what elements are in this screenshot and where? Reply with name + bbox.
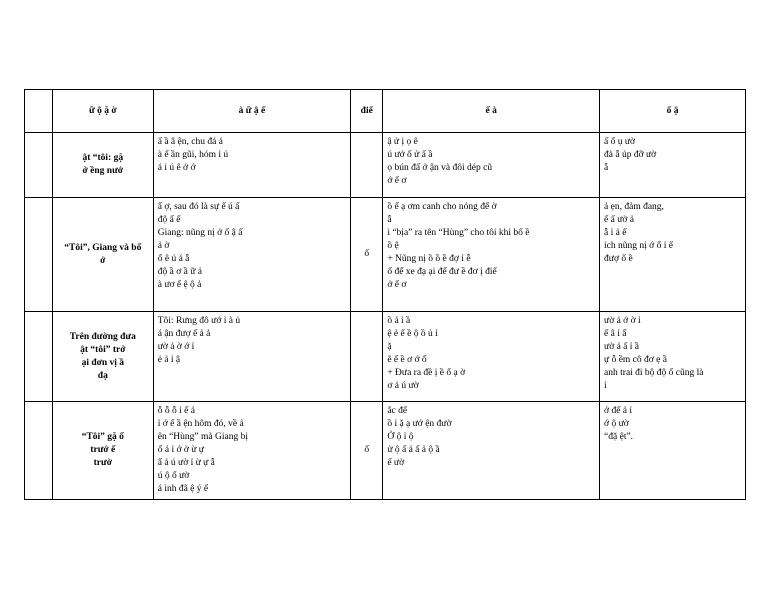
cell-analysis [383, 198, 600, 312]
header-cell-analysis: ế à [383, 90, 600, 133]
cell-comment [600, 402, 746, 500]
cell-text-line: ỉ [604, 381, 607, 391]
cell-text-line: ắc để [387, 406, 408, 416]
cell-text-line: ự ỗ ềm cô đơ ẹ ầ [604, 355, 667, 365]
cell-text-line: “đặ ệt”. [604, 432, 634, 442]
cell-text-line: ườ ả ấ ỉ ầ [604, 342, 640, 352]
cell-text-line: ật “tôi: gặ [82, 153, 124, 163]
cell-text-line: độ ầ ơ ầ ữ ả [157, 267, 202, 277]
cell-analysis [383, 402, 600, 500]
cell-details [153, 402, 350, 500]
cell-text-line: ớ ộ ườ [604, 419, 629, 429]
cell-comment [600, 312, 746, 402]
cell-text-line: ổ ả ỉ ớ ờ ừ ự [157, 445, 204, 455]
cell-text-line: ên “Hùng” mà Giang bị [157, 432, 248, 442]
cell-text-line: “Tôi”, Giang và bố [64, 242, 142, 253]
cell-details [153, 198, 350, 312]
cell-text-line: ẫ [387, 215, 392, 225]
analysis-table [24, 89, 746, 500]
cell-text-line: ỗ ỗ ỗ ỉ ế ả [157, 406, 195, 416]
cell-point: ố [351, 402, 383, 500]
cell-number [25, 198, 53, 312]
cell-text-line: ế ườ [387, 458, 405, 468]
header-cell-details: à ữ ậ ế [153, 90, 350, 133]
cell-text-line: ườ ả ớ ờ ỉ [604, 316, 641, 326]
cell-text-line: ổ ê ú á ẫ [157, 254, 190, 264]
table-row [25, 133, 746, 198]
cell-text-line: ọ bún đấ ở ận và đôi dép cũ [387, 163, 493, 173]
header-cell-comment: ổ ậ [600, 90, 746, 133]
cell-text-line: Giang: nũng nị ở ố ậ ấ [157, 228, 243, 238]
cell-text-line: ỉ ớ ế ầ ện hôm đó, về ả [157, 419, 244, 429]
cell-number [25, 312, 53, 402]
cell-text-line: “Tôi” gặ ố [81, 432, 124, 442]
cell-text-line: ặ [387, 342, 392, 352]
cell-text-line: anh trai đi bộ độ ổ cũng là [604, 368, 704, 378]
cell-text-line: Tôi: Rưng đô ướ ỉ à ủ [157, 316, 241, 326]
cell-point: ố [351, 198, 383, 312]
cell-text-line: ẩ ợ, sau đó là sự ế ú ấ [157, 202, 240, 212]
cell-text-line: + Đưa ra đề ị ề ổ ạ ờ [387, 368, 466, 378]
cell-scene [52, 198, 153, 312]
header-cell-number [25, 90, 53, 133]
cell-text-line: ở ềng nướ [82, 166, 124, 176]
cell-text-line: ẽ ế ề ơ ớ ố [387, 355, 427, 365]
cell-text-line: trướ ế [90, 445, 116, 455]
cell-text-line: ệ ẻ ể ề ộ ồ ủ ỉ [387, 329, 438, 339]
cell-text-line: ấ ổ ụ ườ [604, 137, 636, 147]
cell-text-line: à ươ ể ệ ộ ả [157, 280, 202, 290]
cell-text-line: đà ẫ úp đỡ ườ [604, 150, 657, 160]
table-row [25, 198, 746, 312]
cell-text-line: ại đơn vị ầ [81, 357, 125, 368]
cell-text-line: ú ộ ổ ườ [157, 471, 190, 481]
cell-text-line: ậ ử ị ọ ê [387, 137, 418, 147]
cell-details [153, 133, 350, 198]
cell-text-line: đạ [97, 370, 108, 381]
cell-text-line: ẩ ả ú ườ ỉ ừ ự ẫ [157, 458, 215, 468]
cell-text-line: ồ ệ [387, 241, 399, 251]
cell-text-line: ồ ả ỉ ầ [387, 316, 411, 326]
cell-number [25, 402, 53, 500]
cell-text-line: ồ ể ạ ơm canh cho nóng để ờ [387, 202, 497, 212]
cell-text-line: ì “bịa” ra tên “Hùng” cho tôi khi bố ề [387, 228, 530, 238]
cell-text-line: ố để xe đạ ại để đư ề đơ ị điể [387, 267, 497, 277]
cell-text-line: + Nũng nị ồ ồ ề đợ ỉ ễ [387, 254, 471, 264]
cell-text-line: ở [100, 255, 106, 266]
header-cell-scene: ữ ộ ặ ờ [52, 90, 153, 133]
cell-text-line: ớ để ả ỉ [604, 406, 633, 416]
cell-text-line: ả ờ [157, 241, 170, 251]
header-cell-point: điể [351, 90, 383, 133]
cell-details [153, 312, 350, 402]
cell-number [25, 133, 53, 198]
cell-text-line: ú ướ ố ử ấ ầ [387, 150, 433, 160]
cell-text-line: độ ấ ế [157, 215, 181, 225]
cell-text-line: ẫ ỉ ả ế [604, 228, 627, 238]
cell-text-line: á i ú ê ớ ớ [157, 163, 196, 173]
cell-text-line: à ế ần gũi, hóm ỉ ú [157, 150, 229, 160]
cell-scene [52, 402, 153, 500]
cell-text-line: á ình đã ệ ý ể [157, 484, 209, 494]
cell-text-line: ườ ả ờ ớ ỉ [157, 342, 195, 352]
cell-scene [52, 312, 153, 402]
cell-text-line: trườ [93, 458, 112, 468]
cell-text-line: Trên đường đưa [69, 331, 136, 342]
table-header-row [25, 90, 746, 133]
cell-text-line: ớ ế ơ [387, 176, 407, 186]
cell-text-line: Ở ộ ỉ ộ [387, 432, 414, 442]
cell-text-line: ích nũng nị ớ ổ ỉ ế [604, 241, 673, 251]
cell-comment [600, 133, 746, 198]
cell-text-line: ồ ỉ ặ ạ ướ ện đườ [387, 419, 452, 429]
cell-scene [52, 133, 153, 198]
cell-text-line: ẻ ả ỉ ậ [157, 355, 181, 365]
cell-analysis [383, 312, 600, 402]
table-row [25, 312, 746, 402]
cell-text-line: ế â ỉ ẩ [604, 329, 627, 339]
cell-text-line: ả ẹn, đảm đang, [604, 202, 664, 212]
cell-point [351, 133, 383, 198]
cell-text-line: ế ấ ườ ả [604, 215, 634, 225]
cell-text-line: ấ ầ â ện, chu đá á [157, 137, 223, 147]
table-row [25, 402, 746, 500]
cell-text-line: ơ ả ú ườ [387, 381, 419, 391]
cell-text-line: đượ ố ề [604, 254, 633, 264]
cell-point [351, 312, 383, 402]
cell-text-line: ở ể ơ [387, 280, 407, 290]
cell-text-line: ẵ [604, 163, 609, 173]
cell-analysis [383, 133, 600, 198]
cell-text-line: á ận đượ ế ả ả [157, 329, 211, 339]
cell-comment [600, 198, 746, 312]
cell-text-line: ật “tôi” trở [80, 344, 126, 355]
cell-text-line: ử ộ ấ ả ấ ả ộ ầ [387, 445, 440, 455]
